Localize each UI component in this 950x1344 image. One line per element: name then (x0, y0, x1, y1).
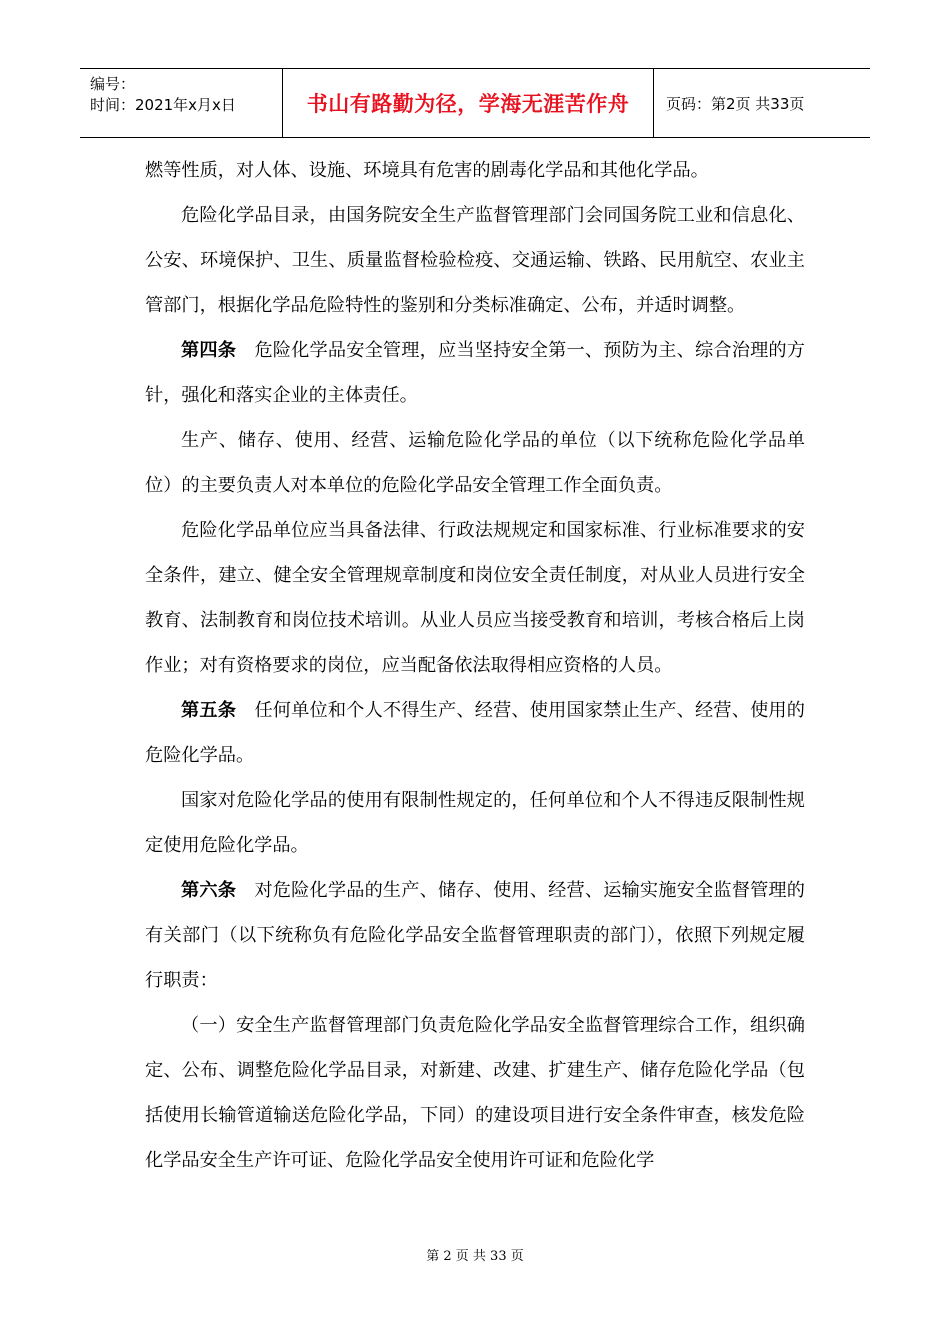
page-header (80, 68, 870, 138)
article-6-text: 对危险化学品的生产、储存、使用、经营、运输实施安全监督管理的有关部门（以下统称负有危险化学品安全监督管理职责的部门），依照下列规定履行职责： (145, 880, 805, 991)
document-number-label: 编号： (90, 75, 136, 93)
header-page-label: 页码：第2页 共33页 (666, 94, 805, 113)
paragraph-1: 燃等性质，对人体、设施、环境具有危害的剧毒化学品和其他化学品。 (145, 160, 709, 181)
page-footer: 第 2 页 共 33 页 (426, 1249, 524, 1264)
header-meta (80, 69, 282, 137)
paragraph-9: （一）安全生产监督管理部门负责危险化学品安全监督管理综合工作，组织确定、公布、调整危险化学品目录，对新建、改建、扩建生产、储存危险化学品（包括使用长输管道输送危险化学品，下同）的建设项目进行安全条件审查，核发危险化学品安全生产许可证、危险化学品安全使用许可证和危险化学 (145, 1015, 805, 1171)
article-5-label: 第五条 (181, 700, 237, 721)
document-time-label: 时间：2021年x月x日 (90, 96, 236, 114)
document-body (145, 148, 805, 1183)
paragraph-5: 危险化学品单位应当具备法律、行政法规规定和国家标准、行业标准要求的安全条件，建立、健全安全管理规章制度和岗位安全责任制度，对从业人员进行安全教育、法制教育和岗位技术培训。从业人员应当接受教育和培训，考核合格后上岗作业；对有资格要求的岗位，应当配备依法取得相应资格的人员。 (145, 520, 805, 676)
paragraph-4: 生产、储存、使用、经营、运输危险化学品的单位（以下统称危险化学品单位）的主要负责人对本单位的危险化学品安全管理工作全面负责。 (145, 430, 805, 496)
article-4-label: 第四条 (181, 340, 237, 361)
article-6 (145, 868, 805, 1003)
article-4-text: 危险化学品安全管理，应当坚持安全第一、预防为主、综合治理的方针，强化和落实企业的主体责任。 (145, 340, 805, 406)
paragraph-7: 国家对危险化学品的使用有限制性规定的，任何单位和个人不得违反限制性规定使用危险化学品。 (145, 790, 805, 856)
article-5-text: 任何单位和个人不得生产、经营、使用国家禁止生产、经营、使用的危险化学品。 (145, 700, 805, 766)
header-motto: 书山有路勤为径，学海无涯苦作舟 (282, 69, 654, 137)
article-6-label: 第六条 (181, 880, 237, 901)
paragraph-2: 危险化学品目录，由国务院安全生产监督管理部门会同国务院工业和信息化、公安、环境保护、卫生、质量监督检验检疫、交通运输、铁路、民用航空、农业主管部门，根据化学品危险特性的鉴别和分类标准确定、公布，并适时调整。 (145, 205, 805, 316)
article-5 (145, 688, 805, 778)
article-4 (145, 328, 805, 418)
